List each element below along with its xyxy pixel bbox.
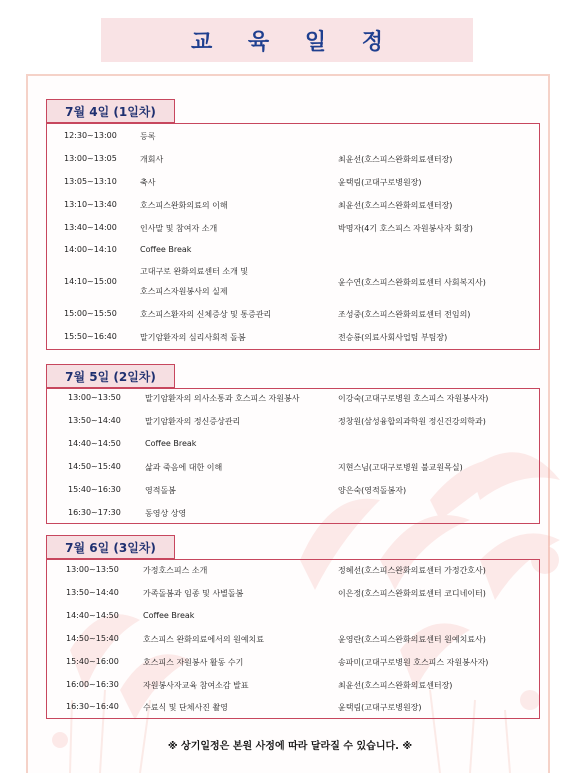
row-topic: 가족돌봄과 임종 및 사별돌봄 xyxy=(143,589,244,598)
row-time: 14:50~15:40 xyxy=(68,462,121,471)
row-topic: 말기암환자의 정신증상관리 xyxy=(145,417,241,426)
row-topic: 동영상 상영 xyxy=(145,509,187,518)
row-topic: Coffee Break xyxy=(143,611,195,620)
row-speaker: 지현스님(고대구로병원 불교원목실) xyxy=(338,463,463,472)
row-topic: 수료식 및 단체사진 촬영 xyxy=(143,703,228,712)
row-topic: Coffee Break xyxy=(145,439,197,448)
row-speaker: 최윤선(호스피스완화의료센터장) xyxy=(338,681,453,690)
row-speaker: 윤택림(고대구로병원장) xyxy=(338,178,422,187)
day1-label: 7월 4일 (1일차) xyxy=(46,99,175,123)
row-topic: Coffee Break xyxy=(140,245,192,254)
row-time: 14:10~15:00 xyxy=(64,277,117,286)
page-title: 교 육 일 정 xyxy=(191,29,397,55)
row-topic: 가정호스피스 소개 xyxy=(143,566,208,575)
row-topic: 인사말 및 참여자 소개 xyxy=(140,224,218,233)
day2-schedule-box xyxy=(46,388,540,524)
row-topic: 말기암환자의 심리사회적 돌봄 xyxy=(140,333,246,342)
row-speaker: 최윤선(호스피스완화의료센터장) xyxy=(338,155,453,164)
row-time: 13:05~13:10 xyxy=(64,177,117,186)
row-time: 15:40~16:00 xyxy=(66,657,119,666)
row-speaker: 최윤선(호스피스완화의료센터장) xyxy=(338,201,453,210)
row-time: 12:30~13:00 xyxy=(64,131,117,140)
row-topic: 말기암환자의 의사소통과 호스피스 자원봉사 xyxy=(145,394,300,403)
row-time: 13:00~13:05 xyxy=(64,154,117,163)
row-time: 13:00~13:50 xyxy=(68,393,121,402)
row-topic: 삶과 죽음에 대한 이해 xyxy=(145,463,223,472)
row-topic: 개회사 xyxy=(140,155,164,164)
row-time: 13:40~14:00 xyxy=(64,223,117,232)
row-speaker: 박명자(4기 호스피스 자원봉사자 회장) xyxy=(338,224,473,233)
row-topic: 호스피스 완화의료에서의 원예치료 xyxy=(143,635,265,644)
row-time: 16:30~16:40 xyxy=(66,702,119,711)
row-time: 13:50~14:40 xyxy=(68,416,121,425)
row-time: 15:40~16:30 xyxy=(68,485,121,494)
row-speaker: 송파미(고대구로병원 호스피스 자원봉사자) xyxy=(338,658,489,667)
row-topic: 호스피스환자의 신체증상 및 통증관리 xyxy=(140,310,272,319)
row-time: 13:10~13:40 xyxy=(64,200,117,209)
day2-label: 7월 5일 (2일차) xyxy=(46,364,175,388)
title-banner xyxy=(101,18,473,62)
day3-label: 7월 6일 (3일차) xyxy=(46,535,175,559)
row-time: 15:00~15:50 xyxy=(64,309,117,318)
row-speaker: 윤택림(고대구로병원장) xyxy=(338,703,422,712)
row-topic-line2: 호스피스자원봉사의 실제 xyxy=(140,287,228,296)
schedule-footnote: ※ 상기일정은 본원 사정에 따라 달라질 수 있습니다. ※ xyxy=(167,741,413,752)
row-topic: 호스피스완화의료의 이해 xyxy=(140,201,228,210)
row-speaker: 양은숙(영적돌봄자) xyxy=(338,486,407,495)
row-speaker: 정혜선(호스피스완화의료센터 가정간호사) xyxy=(338,566,486,575)
row-speaker: 이강숙(고대구로병원 호스피스 자원봉사자) xyxy=(338,394,489,403)
row-topic: 등록 xyxy=(140,132,156,141)
row-speaker: 전승룡(의료사회사업팀 부팀장) xyxy=(338,333,448,342)
row-topic: 호스피스 자원봉사 활동 수기 xyxy=(143,658,244,667)
row-topic: 축사 xyxy=(140,178,156,187)
row-speaker: 윤수연(호스피스완화의료센터 사회복지사) xyxy=(338,278,486,287)
row-speaker: 윤영란(호스피스완화의료센터 원예치료사) xyxy=(338,635,486,644)
row-speaker: 정창원(삼성융합의과학원 정신건강의학과) xyxy=(338,417,486,426)
row-time: 14:40~14:50 xyxy=(68,439,121,448)
row-time: 14:50~15:40 xyxy=(66,634,119,643)
row-time: 15:50~16:40 xyxy=(64,332,117,341)
row-time: 16:00~16:30 xyxy=(66,680,119,689)
row-time: 16:30~17:30 xyxy=(68,508,121,517)
row-topic: 영적돌봄 xyxy=(145,486,176,495)
row-speaker: 조성중(호스피스완화의료센터 전임의) xyxy=(338,310,471,319)
row-topic: 자원봉사자교육 참여소감 발표 xyxy=(143,681,249,690)
row-time: 14:00~14:10 xyxy=(64,245,117,254)
row-time: 13:50~14:40 xyxy=(66,588,119,597)
row-topic: 고대구로 완화의료센터 소개 및 xyxy=(140,267,249,276)
row-time: 13:00~13:50 xyxy=(66,565,119,574)
row-time: 14:40~14:50 xyxy=(66,611,119,620)
row-speaker: 이은정(호스피스완화의료센터 코디네이터) xyxy=(338,589,486,598)
